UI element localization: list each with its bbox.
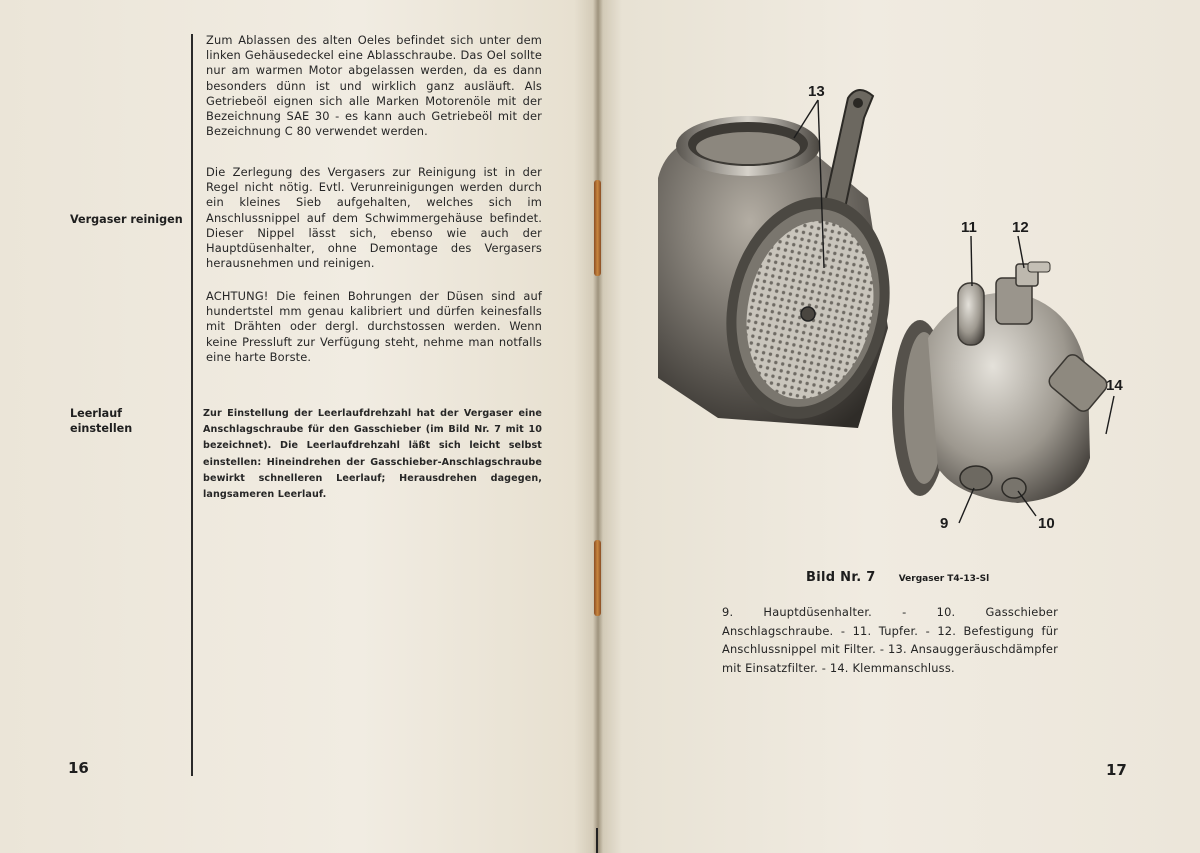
callout-12: 12 (1012, 219, 1029, 236)
page-number-left: 16 (68, 759, 89, 777)
figure-caption (806, 566, 989, 585)
caption-title: Bild Nr. 7 (806, 570, 876, 585)
callout-10: 10 (1038, 515, 1055, 532)
paragraph-carburetor-cleaning: Die Zerlegung des Vergasers zur Reinigung ist in der Regel nicht nötig. Evtl. Verunreinigungen werden durch ein kleines Sieb aufgehalten, welches sich im Anschlussnippel auf dem Schwimmergehäuse befindet. Dieser Nippel lässt sich, ebenso wie auch der Hauptdüsenhalter, ohne Demontage des Vergasers herausnehmen und reinigen. (206, 165, 542, 271)
throttle-stop-screw (1002, 478, 1026, 498)
gutter-mark (596, 828, 598, 853)
page-number-right: 17 (1106, 761, 1127, 779)
side-heading-vergaser-reinigen: Vergaser reinigen (70, 213, 183, 226)
callout-11: 11 (961, 219, 977, 236)
paragraph-warning: ACHTUNG! Die feinen Bohrungen der Düsen sind auf hundertstel mm genau kalibriert und dürfen keinesfalls mit Drähten oder dergl. durchstossen werden. Wenn keine Pressluft zur Verfügung steht, nehme man notfalls eine harte Borste. (206, 289, 542, 364)
tickler (958, 283, 984, 345)
callout-9: 9 (940, 515, 949, 532)
callout-14: 14 (1106, 377, 1123, 394)
staple-top (594, 180, 601, 276)
margin-rule (191, 34, 193, 776)
caption-subtitle: Vergaser T4-13-Sl (898, 574, 990, 584)
callout-13: 13 (808, 83, 825, 100)
main-jet-holder (960, 466, 992, 490)
paragraph-oil-drain: Zum Ablassen des alten Oeles befindet sich unter dem linken Gehäusedeckel eine Ablasschraube. Das Oel sollte nur am warmen Motor abgelassen werden, da es dann besonders dünn ist und wirklich ganz ausläuft. Als Getriebeöl eignen sich alle Marken Motorenöle mit der Bezeichnung SAE 30 - es kann auch Getriebeöl mit der Bezeichnung C 80 verwendet werden. (206, 33, 542, 139)
side-heading-leerlauf-einstellen: Leerlauf einstellen (70, 407, 133, 435)
book-gutter (593, 0, 603, 853)
figure-legend: 9. Hauptdüsenhalter. - 10. Gasschieber Anschlagschraube. - 11. Tupfer. - 12. Befestigung für Anschlussnippel mit Filter. - 13. Ansauggeräuschdämpfer mit Einsatzfilter. - 14. Klemmanschluss. (722, 605, 1058, 675)
carburetor-photo (658, 78, 1138, 548)
left-page (0, 0, 598, 853)
paragraph-idle-adjustment: Zur Einstellung der Leerlaufdrehzahl hat der Vergaser eine Anschlagschraube für den Gasschieber (im Bild Nr. 7 mit 10 bezeichnet). Die Leerlaufdrehzahl läßt sich leicht selbst einstellen: Hineindrehen der Gasschieber-Anschlagschraube bewirkt schnelleren Leerlauf; Herausdrehen dagegen, langsameren Leerlauf. (203, 408, 542, 501)
staple-bottom (594, 540, 601, 616)
